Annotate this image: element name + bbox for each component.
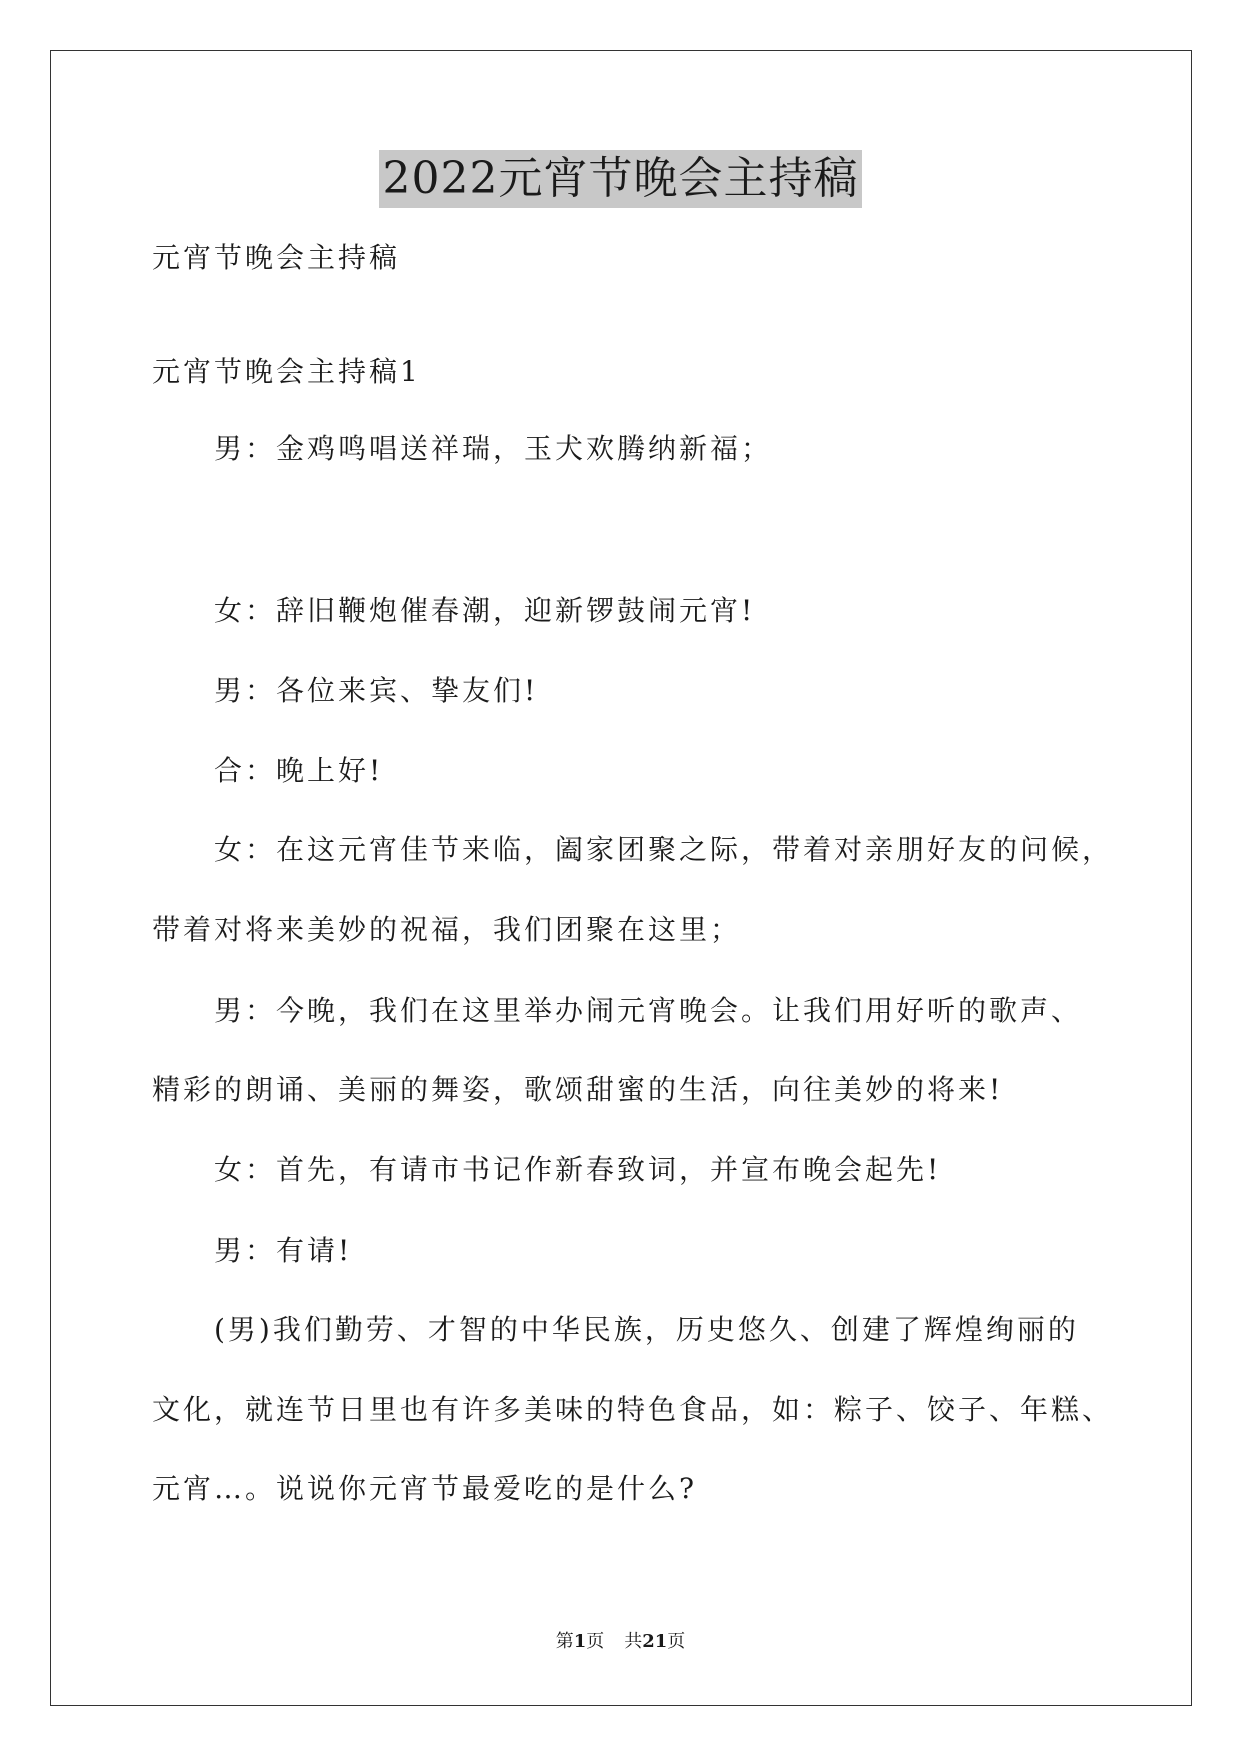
section-heading: 元宵节晚会主持稿1 xyxy=(152,355,421,388)
page-suffix: 页 xyxy=(586,1631,605,1652)
page-number: 1 xyxy=(573,1631,587,1652)
paragraph-line: (男)我们勤劳、才智的中华民族，历史悠久、创建了辉煌绚丽的 xyxy=(214,1313,1079,1346)
page-prefix: 第 xyxy=(555,1631,574,1652)
document-title: 2022元宵节晚会主持稿 xyxy=(379,150,863,208)
total-suffix: 页 xyxy=(667,1631,686,1652)
paragraph-line: 精彩的朗诵、美丽的舞姿，歌颂甜蜜的生活，向往美妙的将来! xyxy=(152,1073,1004,1106)
paragraph-line: 文化，就连节日里也有许多美味的特色食品，如：粽子、饺子、年糕、 xyxy=(152,1393,1114,1426)
page-footer xyxy=(0,1630,1241,1654)
paragraph-line: 男：金鸡鸣唱送祥瑞，玉犬欢腾纳新福； xyxy=(214,432,773,465)
paragraph-line: 女：首先，有请市书记作新春致词，并宣布晚会起先! xyxy=(214,1153,942,1186)
paragraph-line: 女：在这元宵佳节来临，阖家团聚之际，带着对亲朋好友的问候， xyxy=(214,833,1114,866)
total-pages: 21 xyxy=(642,1631,668,1652)
title-container xyxy=(0,150,1241,208)
paragraph-line: 合：晚上好! xyxy=(214,754,384,787)
paragraph-line: 男：今晚，我们在这里举办闹元宵晚会。让我们用好听的歌声、 xyxy=(214,994,1083,1027)
total-prefix: 共 xyxy=(624,1631,643,1652)
subtitle-line: 元宵节晚会主持稿 xyxy=(152,241,401,274)
paragraph-line: 元宵…。说说你元宵节最爱吃的是什么? xyxy=(152,1472,698,1505)
paragraph-line: 男：有请! xyxy=(214,1234,353,1267)
paragraph-line: 带着对将来美妙的祝福，我们团聚在这里； xyxy=(152,913,742,946)
paragraph-line: 男：各位来宾、挚友们! xyxy=(214,674,539,707)
paragraph-line: 女：辞旧鞭炮催春潮，迎新锣鼓闹元宵! xyxy=(214,594,756,627)
page-border xyxy=(50,50,1192,1706)
